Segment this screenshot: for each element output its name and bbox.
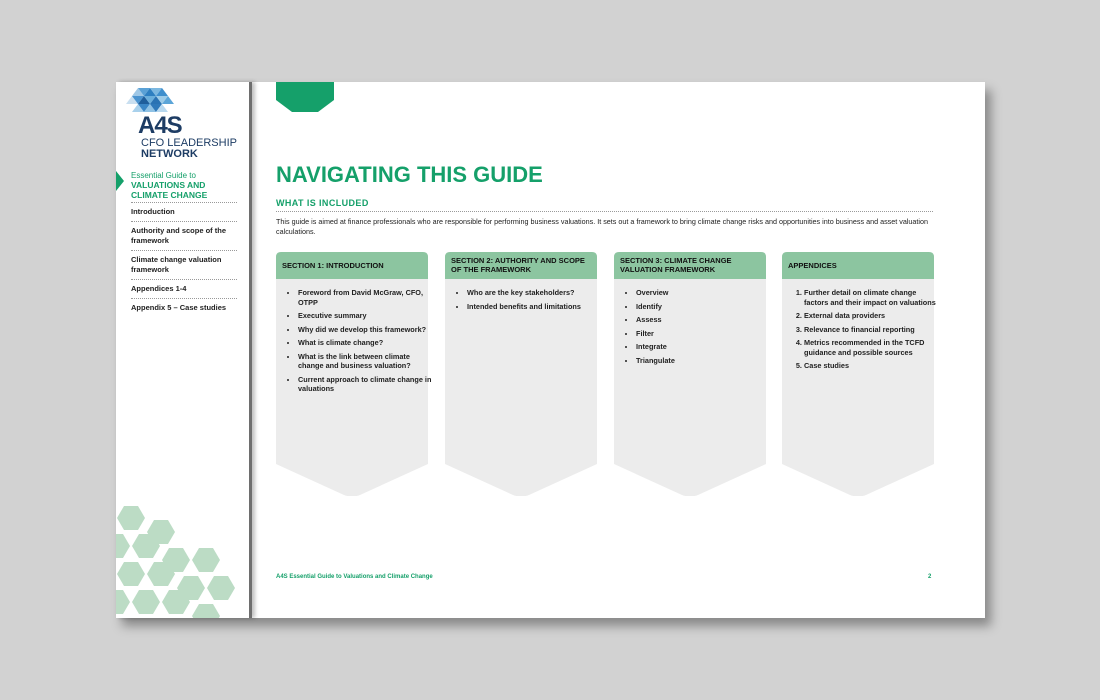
guide-title-block [131,171,241,200]
list-item: • Assess [636,315,772,325]
list-item: • Who are the key stakeholders? [467,288,603,298]
list-item: • Triangulate [636,356,772,366]
footer-title: A4S Essential Guide to Valuations and Climate Change [276,574,433,580]
toc-item-valuation-framework[interactable]: Climate change valuation framework [131,250,237,279]
decorative-hexagons-icon [116,500,249,618]
list-item: • What is climate change? [298,338,434,348]
page-title: NAVIGATING THIS GUIDE [276,162,543,187]
card-heading: SECTION 2: AUTHORITY AND SCOPE OF THE FRAMEWORK [451,256,585,274]
logo-network-text [141,138,251,160]
section-marker-arrow-icon [116,171,124,191]
list-item: • Current approach to climate change in valuations [298,375,434,394]
table-of-contents [131,202,237,317]
page-subtitle: WHAT IS INCLUDED [276,198,369,208]
section-card-appendices[interactable] [782,252,934,496]
document-page [116,82,985,618]
list-item: • What is the link between climate change and business valuation? [298,352,434,371]
dotted-divider [276,211,933,212]
list-item: • Foreword from David McGraw, CFO, OTPP [298,288,434,307]
list-item: • Integrate [636,342,772,352]
list-item: • Executive summary [298,311,434,321]
list-item: • Identify [636,302,772,312]
page-number: 2 [928,574,932,580]
list-item: • Intended benefits and limitations [467,302,603,312]
list-item: 3. Relevance to financial reporting [804,325,940,335]
card-heading: SECTION 1: INTRODUCTION [282,261,384,270]
logo-network-line1: CFO LEADERSHIP [141,137,237,149]
intro-paragraph: This guide is aimed at finance professionals who are responsible for performing business valuations. It sets out a framework to bring climate change risks and opportunities into business and asset valuation calculations. [276,217,929,236]
card-bullet-list [284,288,434,398]
card-bullet-list [622,288,772,369]
section-card-valuation-framework[interactable] [614,252,766,496]
logo-network-line2: NETWORK [141,148,198,160]
section-card-authority-scope[interactable] [445,252,597,496]
card-numbered-list [790,288,940,375]
sidebar [116,82,252,618]
toc-item-appendix-5[interactable]: Appendix 5 – Case studies [131,298,237,317]
list-item: • Overview [636,288,772,298]
list-item: • Filter [636,329,772,339]
card-heading: SECTION 3: CLIMATE CHANGE VALUATION FRAMEWORK [620,256,732,274]
toc-item-authority-scope[interactable]: Authority and scope of the framework [131,221,237,250]
guide-subtitle: Essential Guide to [131,171,196,180]
toc-item-introduction[interactable]: Introduction [131,202,237,221]
list-item: 5. Case studies [804,361,940,371]
guide-title: VALUATIONS AND CLIMATE CHANGE [131,180,208,200]
card-heading: APPENDICES [788,261,837,270]
toc-item-appendices[interactable]: Appendices 1-4 [131,279,237,298]
card-bullet-list [453,288,603,315]
list-item: 4. Metrics recommended in the TCFD guidance and possible sources [804,338,940,357]
logo-wordmark: A4S [138,112,182,139]
list-item: • Why did we develop this framework? [298,325,434,335]
list-item: 1. Further detail on climate change factors and their impact on valuations [804,288,940,307]
list-item: 2. External data providers [804,311,940,321]
green-top-tab-icon [276,82,334,114]
section-card-introduction[interactable] [276,252,432,496]
